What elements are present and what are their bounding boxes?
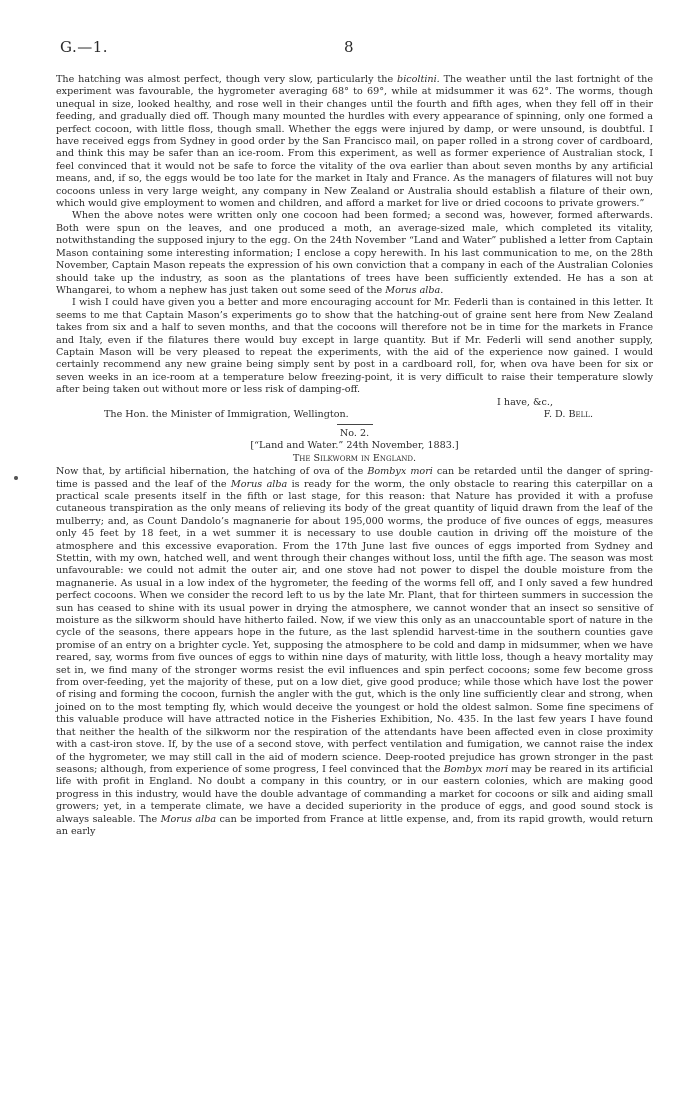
section-title: The Silkworm in England. xyxy=(292,452,417,464)
letter-paragraph-2: When the above notes were written only one cocoon had been formed; a second was, however, formed afterwards. Both were spun on the leaves, and one produced a moth, an average-sized male, which completed its vitality, notwithstanding the supposed injury to the egg. On the 24th November “Land and Water” published a letter from Captain Mason containing some interesting information; I enclose a copy herewith. In his last communication to me, on the 28th November, Captain Mason repeats the expression of his own conviction that a company in each of the Australian Colonies should take up the industry, as soon as the plantations of trees have been sufficiently extended. He has a son at Whangarei, to whom a nephew has just taken out some seed of the Morus alba. xyxy=(56,210,653,296)
addressee: The Hon. the Minister of Immigration, Wellington. xyxy=(104,408,349,420)
closing-row xyxy=(56,397,653,409)
document-code: G.—1. xyxy=(60,38,109,56)
margin-mark xyxy=(14,476,18,480)
page-number: 8 xyxy=(344,38,354,56)
closing: I have, &c., xyxy=(497,396,553,408)
article-body: Now that, by artificial hibernation, the hatching of ova of the Bombyx mori can be retarded until the danger of spring-time is passed and the leaf of the Morus alba is ready for the worm, the only obstacle to rearing this caterpillar on a practical scale presents itself in the fifth or last stage, for this reason: that Nature has provided it with a profuse cutaneous transpiration as the only means of relieving its body of the great quantity of liquid drawn from the leaf of the mulberry; and, as Count Dandolo’s magnanerie for about 195,000 worms, the produce of five ounces of eggs, measures only 45 feet by 18 feet, in a wet summer it is necessary to use double caution in driving off the moisture of the atmosphere and this excessive evaporation. From the 17th June last five ounces of eggs imported from Sydney and Stettin, with my own, hatched well, and went through their changes without loss, until the fifth age. The season was most unfavourable: we could not admit the outer air, and one stove had not power to dispel the double moisture from the magnanerie. As usual in a low index of the hygrometer, the feeding of the worms fell off, and I only saved a few hundred perfect cocoons. When we consider the record left to us by the late Mr. Plant, that for thirteen summers in succession the sun has ceased to shine with its usual power in drying the atmosphere, we cannot wonder that an insect so sensitive of moisture as the silkworm should have hitherto failed. Now, if we view this only as an unaccountable sport of nature in the cycle of the seasons, there appears hope in the future, as the last splendid harvest-time in the southern counties gave promise of an entry on a brighter cycle. Yet, supposing the atmosphere to be cold and damp in midsummer, when we have reared, say, worms from five ounces of eggs to within nine days of maturity, with little loss, though a heavy mortality may set in, we find many of the stronger worms resist the evil influences and spin perfect cocoons; some few become gross from over-feeding, yet the majority of these, put on a low diet, give good produce; while those which have lost the power of rising and forming the cocoon, furnish the angler with the gut, which is the only line sufficiently clear and strong, when joined on to the most tempting fly, which would deceive the youngest or hold the oldest salmon. Some fine specimens of this valuable produce will have attracted notice in the Fisheries Exhibition, No. 435. In the last few years I have found that neither the health of the silkworm nor the respiration of the attendants have been affected even in close proximity with a cast-iron stove. If, by the use of a second stove, with perfect ventilation and fumigation, we cannot raise the index of the hygrometer, we may still call in the aid of modern science. Deep-rooted prejudice has grown stronger in the past seasons; although, from experience of some progress, I feel convinced that the Bombyx mori may be reared in its artificial life with profit in England. No doubt a company in this country, or in our eastern colonies, which are making good progress in this industry, would have the double advantage of commanding a market for cocoons or silk and aiding small growers; yet, in a temperate climate, we have a decided superiority in the produce of eggs, and good sound stock is always saleable. The Morus alba can be imported from France at little expense, and, from its rapid growth, would return an early xyxy=(56,466,654,837)
letter-paragraph-1: The hatching was almost perfect, though very slow, particularly the bicoltini. The weather until the last fortnight of the experiment was favourable, the hygrometer averaging 68° to 69°, while at midsummer it was 62°. The worms, though unequal in size, looked healthy, and rose well in their changes until the fourth and fifth ages, when they fell off in their feeding, and gradually died off. Though many mounted the hurdles with every appearance of spinning, only one formed a perfect cocoon, with little floss, though small. Whether the eggs were injured by damp, or were unsound, is doubtful. I have received eggs from Sydney in good order by the San Francisco mail, on paper rolled in a strong cover of cardboard, and think this may be safer than an ice-room. From this experiment, as well as former experience of Australian stock, I feel convinced that it would not be safe to force the vitality of the ova earlier than about seven months by any artificial means, and, if so, the eggs would be too late for the market in Italy and France. As the managers of filatures will not buy cocoons unless in very large weight, any company in New Zealand or Australia should establish a filature of their own, which would give employment to women and children, and afford a market for live or dried cocoons to private growers.” xyxy=(56,74,653,210)
signature-row xyxy=(56,409,653,422)
document-body xyxy=(56,74,653,838)
section-number: No. 2. xyxy=(339,427,370,439)
letter-paragraph-3: I wish I could have given you a better and more encouraging account for Mr. Federli than is contained in this letter. It seems to me that Captain Mason’s experiments go to show that the hatching-out of graine sent here from New Zealand takes from six and a half to seven months, and that the cocoons will therefore not be in time for the markets in France and Italy, even if the filatures there would buy except in large quantity. But if Mr. Federli will send another supply, Captain Mason will be very pleased to repeat the experiments, with the aid of the experience now gained. I would certainly recommend any new graine being simply sent by post in a cardboard roll, for, when ova have been for six or seven weeks in an ice-room at a temperature below freezing-point, it is very difficult to raise their temperature slowly after being taken out without more or less risk of damping-off. xyxy=(56,297,653,396)
signature: F. D. Bell. xyxy=(543,408,593,420)
section-divider xyxy=(337,424,373,425)
section-source: [“Land and Water.” 24th November, 1883.] xyxy=(250,440,459,452)
